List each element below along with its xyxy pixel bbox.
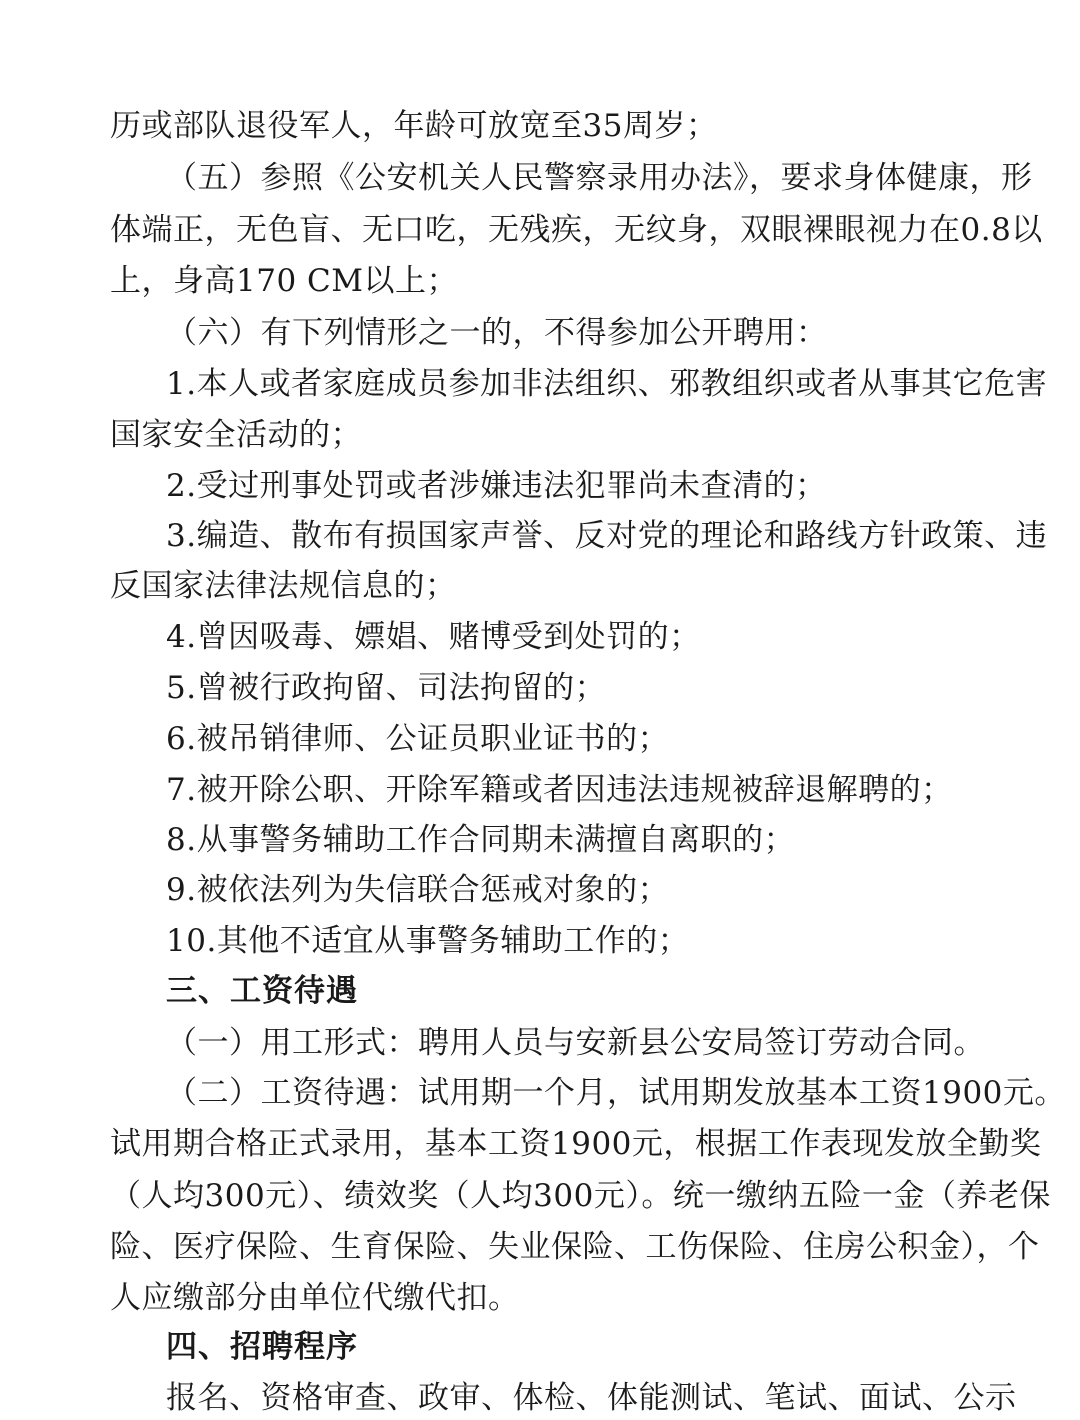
text-line: （五）参照《公安机关人民警察录用办法》，要求身体健康，形	[166, 160, 1033, 196]
text-line: 国家安全活动的；	[110, 417, 362, 453]
section-heading: 三、工资待遇	[166, 973, 358, 1009]
text-line: （二）工资待遇：试用期一个月，试用期发放基本工资1900元。	[166, 1075, 1066, 1111]
text-line: （一）用工形式：聘用人员与安新县公安局签订劳动合同。	[166, 1025, 985, 1061]
text-line: 试用期合格正式录用，基本工资1900元，根据工作表现发放全勤奖	[110, 1126, 1042, 1162]
text-line: 上，身高170 CM以上；	[110, 263, 458, 299]
text-line: 体端正，无色盲、无口吃，无残疾，无纹身，双眼裸眼视力在0.8以	[110, 212, 1043, 248]
text-line: 6.被吊销律师、公证员职业证书的；	[166, 721, 670, 757]
text-line: 历或部队退役军人，年龄可放宽至35周岁；	[110, 108, 718, 144]
text-line: 人应缴部分由单位代缴代扣。	[110, 1280, 520, 1316]
text-line: 9.被依法列为失信联合惩戒对象的；	[166, 872, 670, 908]
text-line: 2.受过刑事处罚或者涉嫌违法犯罪尚未查清的；	[166, 468, 827, 504]
text-line: （人均300元）、绩效奖（人均300元）。统一缴纳五险一金（养老保	[110, 1178, 1051, 1214]
text-line: （六）有下列情形之一的，不得参加公开聘用：	[166, 315, 828, 351]
text-line: 报名、资格审查、政审、体检、体能测试、笔试、面试、公示	[166, 1380, 1017, 1416]
text-line: 险、医疗保险、生育保险、失业保险、工伤保险、住房公积金），个	[110, 1229, 1040, 1265]
text-line: 4.曾因吸毒、嫖娼、赌博受到处罚的；	[166, 619, 701, 655]
text-line: 7.被开除公职、开除军籍或者因违法违规被辞退解聘的；	[166, 772, 953, 808]
text-line: 8.从事警务辅助工作合同期未满擅自离职的；	[166, 822, 796, 858]
text-line: 1.本人或者家庭成员参加非法组织、邪教组织或者从事其它危害	[166, 366, 1048, 402]
section-heading: 四、招聘程序	[166, 1329, 358, 1365]
text-line: 反国家法律法规信息的；	[110, 568, 457, 604]
text-line: 3.编造、散布有损国家声誉、反对党的理论和路线方针政策、违	[166, 518, 1048, 554]
text-line: 10.其他不适宜从事警务辅助工作的；	[166, 923, 690, 959]
text-line: 5.曾被行政拘留、司法拘留的；	[166, 670, 607, 706]
